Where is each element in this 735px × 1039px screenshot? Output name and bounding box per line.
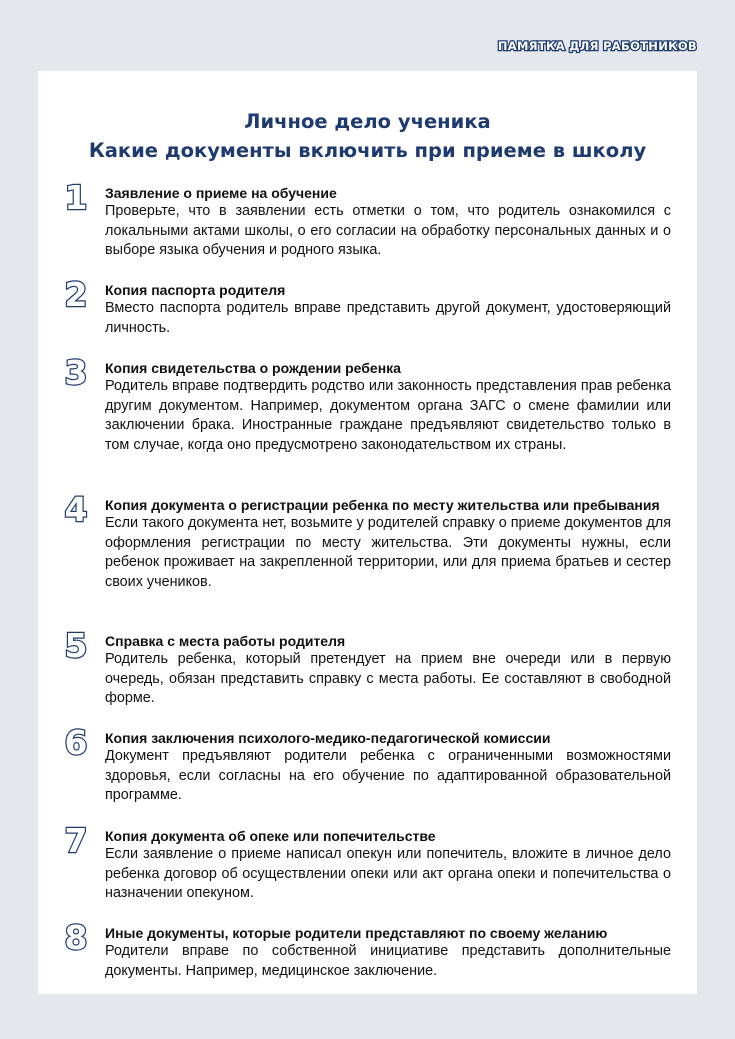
- page-title: [38, 107, 697, 165]
- item-text: [105, 632, 671, 709]
- item-number: 1: [64, 178, 88, 217]
- item-body: Если такого документа нет, возьмите у родителей справку о приеме документов для оформления регистрации по месту жительства. Эти документы нужны, если ребенок проживает на закрепленной территории, или для приема братьев и сестер своих учеников.: [105, 515, 671, 590]
- item-text: [105, 729, 671, 806]
- item-number: 8: [64, 918, 88, 957]
- title-line-1: Личное дело ученика: [244, 110, 491, 133]
- document-card: [38, 71, 697, 994]
- item-number: 2: [64, 275, 88, 314]
- item-heading: Копия свидетельства о рождении ребенка: [105, 360, 401, 376]
- item-heading: Копия документа о регистрации ребенка по месту жительства или пребывания: [105, 497, 660, 513]
- item-heading: Копия паспорта родителя: [105, 282, 286, 298]
- item-text: [105, 281, 671, 338]
- item-body: Если заявление о приеме написал опекун или попечитель, вложите в личное дело ребенка договор об осуществлении опеки или акт органа опеки и попечительства о назначении опекуном.: [105, 846, 671, 902]
- item-number: 5: [64, 626, 88, 665]
- item-body: Родители вправе по собственной инициативе представить дополнительные документы. Например, медицинское заключение.: [105, 943, 671, 979]
- item-text: [105, 496, 671, 592]
- item-number: 6: [64, 723, 88, 762]
- item-number: 7: [64, 821, 88, 860]
- title-line-2: Какие документы включить при приеме в школу: [88, 139, 647, 162]
- item-heading: Заявление о приеме на обучение: [105, 185, 337, 201]
- item-body: Родитель ребенка, который претендует на прием вне очереди или в первую очередь, обязан представить справку с места работы. Ее составляют в свободной форме.: [105, 651, 671, 707]
- item-heading: Копия документа об опеке или попечительстве: [105, 828, 436, 844]
- item-heading: Иные документы, которые родители представляют по своему желанию: [105, 925, 608, 941]
- item-number: 4: [64, 490, 88, 529]
- item-text: [105, 184, 671, 261]
- item-text: [105, 827, 671, 904]
- item-body: Проверьте, что в заявлении есть отметки о том, что родитель ознакомился с локальными актами школы, о его согласии на обработку персональных данных и о выборе языка обучения и родного языка.: [105, 203, 671, 259]
- item-text: [105, 359, 671, 455]
- item-body: Документ предъявляют родители ребенка с ограниченными возможностями здоровья, если согласны на его обучение по адаптированной образовательной программе.: [105, 748, 671, 804]
- item-heading: Справка с места работы родителя: [105, 633, 346, 649]
- item-text: [105, 924, 671, 981]
- item-body: Родитель вправе подтвердить родство или законность представления прав ребенка другим документом. Например, документом органа ЗАГС о смене фамилии или заключении брака. Иностранные граждане предъявляют свидетельство только в том случае, когда оно предусмотрено законодательством их страны.: [105, 378, 671, 453]
- item-heading: Копия заключения психолого-медико-педагогической комиссии: [105, 730, 551, 746]
- item-number: 3: [64, 353, 88, 392]
- item-body: Вместо паспорта родитель вправе представить другой документ, удостоверяющий личность.: [105, 300, 671, 336]
- header-tag: ПАМЯТКА ДЛЯ РАБОТНИКОВ: [497, 39, 697, 53]
